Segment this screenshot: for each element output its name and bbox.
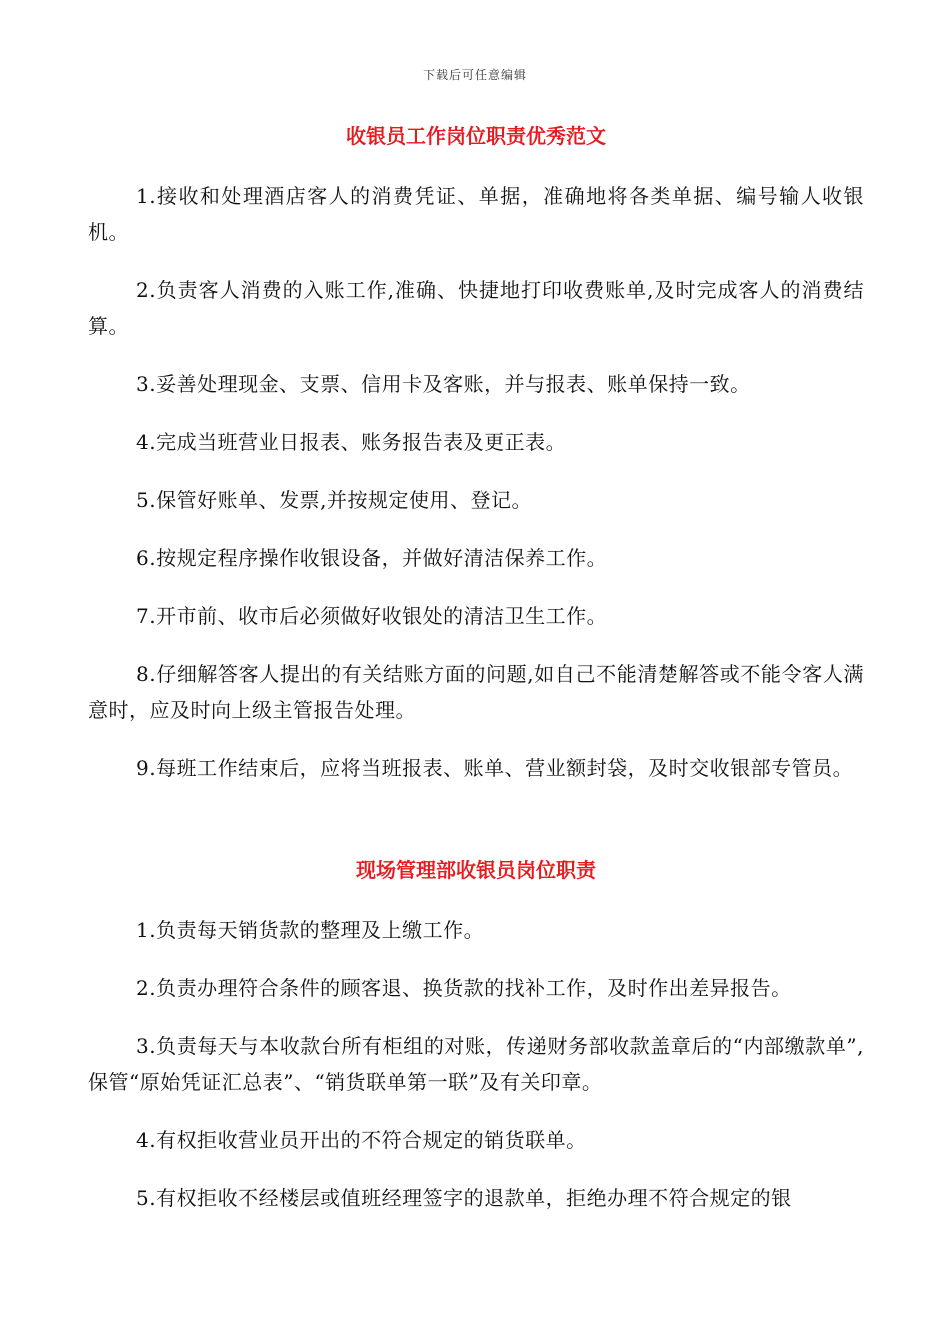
section-title: 现场管理部收银员岗位职责 <box>356 858 596 882</box>
section-title: 收银员工作岗位职责优秀范文 <box>346 124 606 148</box>
paragraph: 4.有权拒收营业员开出的不符合规定的销货联单。 <box>136 1128 587 1152</box>
header-note: 下载后可任意编辑 <box>422 68 527 82</box>
paragraph: 4.完成当班营业日报表、账务报告表及更正表。 <box>136 430 567 454</box>
paragraph: 3.负责每天与本收款台所有柜组的对账，传递财务部收款盖章后的“内部缴款单”,保管“原始凭证汇总表”、“销货联单第一联”及有关印章。 <box>88 1034 864 1094</box>
paragraph: 2.负责办理符合条件的顾客退、换货款的找补工作，及时作出差异报告。 <box>136 976 792 1000</box>
paragraph: 2.负责客人消费的入账工作,准确、快捷地打印收费账单,及时完成客人的消费结算。 <box>88 278 864 338</box>
section-site-management-cashier <box>88 856 864 1216</box>
paragraph: 5.保管好账单、发票,并按规定使用、登记。 <box>136 488 532 512</box>
paragraph: 7.开市前、收市后必须做好收银处的清洁卫生工作。 <box>136 604 608 628</box>
paragraph: 8.仔细解答客人提出的有关结账方面的问题,如自己不能清楚解答或不能令客人满意时，应及时向上级主管报告处理。 <box>88 662 864 722</box>
section-cashier-duties <box>88 122 864 786</box>
paragraph: 5.有权拒收不经楼层或值班经理签字的退款单，拒绝办理不符合规定的银 <box>136 1186 792 1210</box>
paragraph: 6.按规定程序操作收银设备，并做好清洁保养工作。 <box>136 546 608 570</box>
paragraph: 9.每班工作结束后，应将当班报表、账单、营业额封袋，及时交收银部专管员。 <box>136 756 854 780</box>
paragraph: 1.接收和处理酒店客人的消费凭证、单据，准确地将各类单据、编号输人收银机。 <box>88 184 864 244</box>
paragraph: 1.负责每天销货款的整理及上缴工作。 <box>136 918 485 942</box>
paragraph: 3.妥善处理现金、支票、信用卡及客账，并与报表、账单保持一致。 <box>136 372 751 396</box>
